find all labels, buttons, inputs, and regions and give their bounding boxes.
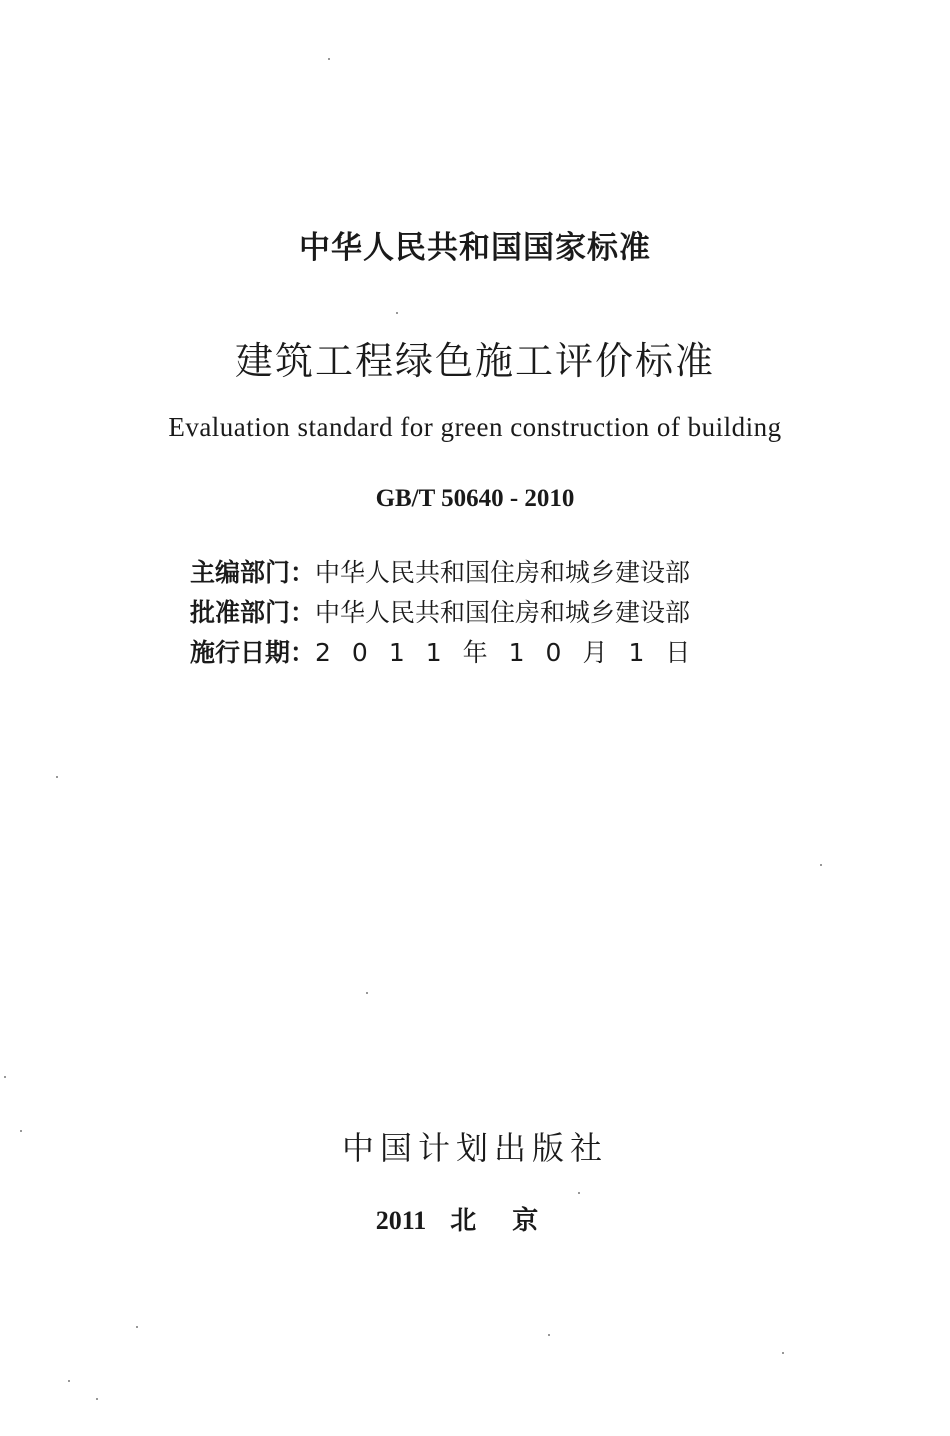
standard-code: GB/T 50640 - 2010 bbox=[375, 485, 575, 512]
editor-department-label: 主编部门： bbox=[190, 558, 316, 587]
national-standard-heading: 中华人民共和国国家标准 bbox=[299, 230, 651, 266]
editor-department-row bbox=[190, 553, 690, 589]
scan-speck bbox=[4, 1076, 6, 1078]
publication-place bbox=[0, 1200, 950, 1237]
effective-date-label: 施行日期： bbox=[190, 638, 316, 667]
scan-speck bbox=[820, 864, 822, 866]
approver-department-label: 批准部门： bbox=[190, 598, 316, 627]
publication-year: 2011 bbox=[375, 1206, 427, 1235]
approver-department-value: 中华人民共和国住房和城乡建设部 bbox=[315, 598, 691, 627]
publisher-name: 中国计划出版社 bbox=[341, 1129, 608, 1167]
scan-speck bbox=[68, 1380, 70, 1382]
scan-speck bbox=[20, 1130, 22, 1132]
scan-speck bbox=[578, 1192, 580, 1194]
scan-speck bbox=[396, 312, 398, 314]
scan-speck bbox=[782, 1352, 784, 1354]
effective-date-row bbox=[190, 633, 711, 669]
approver-department-row bbox=[190, 593, 690, 629]
scan-speck bbox=[96, 1398, 98, 1400]
scan-speck bbox=[328, 58, 330, 60]
scan-speck bbox=[56, 776, 58, 778]
scan-speck bbox=[136, 1326, 138, 1328]
editor-department-value: 中华人民共和国住房和城乡建设部 bbox=[315, 558, 691, 587]
standard-title-english: Evaluation standard for green construction of building bbox=[168, 412, 782, 442]
scan-speck bbox=[366, 992, 368, 994]
publication-city: 北京 bbox=[450, 1206, 575, 1236]
standard-title-chinese: 建筑工程绿色施工评价标准 bbox=[234, 339, 715, 383]
scan-speck bbox=[548, 1334, 550, 1336]
effective-date-value: 2011年10月1日 bbox=[315, 638, 712, 667]
